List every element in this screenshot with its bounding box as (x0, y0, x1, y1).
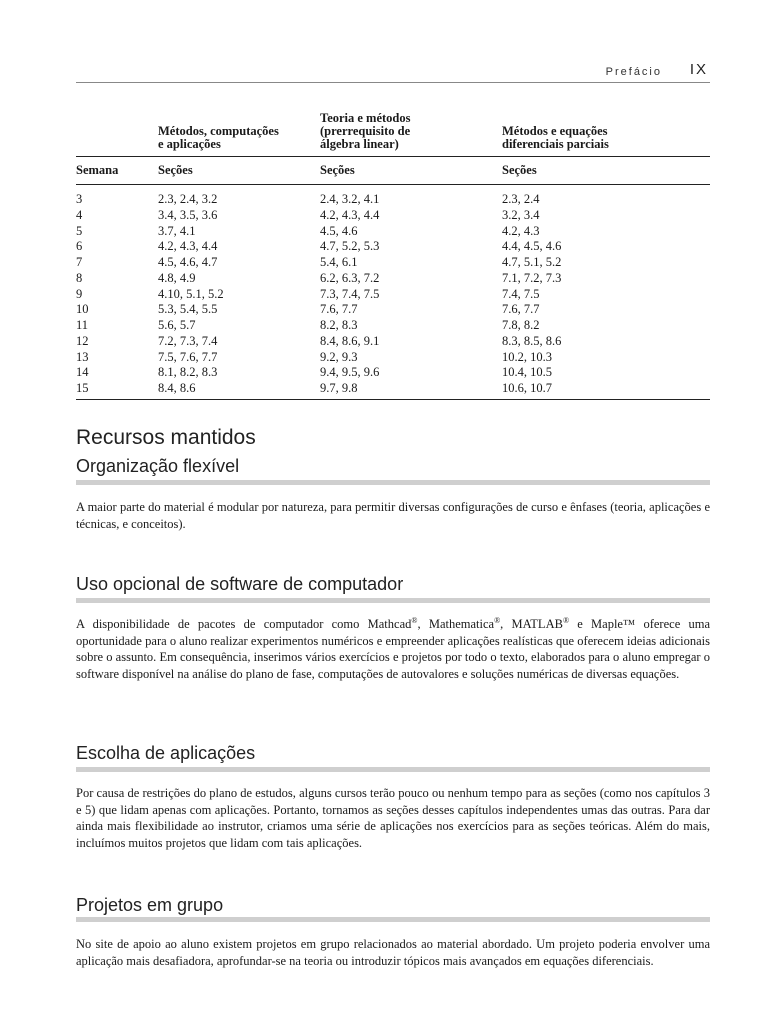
heading-rule (76, 480, 710, 485)
table-cell: 7.2, 7.3, 7.4 (158, 333, 218, 348)
table-row (76, 271, 710, 287)
table-cell: 4 (76, 207, 83, 222)
table-cell: 6 (76, 239, 83, 254)
table-cell: 2.3, 2.4, 3.2 (158, 192, 218, 206)
table-cell: 5.3, 5.4, 5.5 (158, 302, 218, 317)
schedule-table (76, 112, 710, 400)
table-row (76, 334, 710, 350)
table-cell: 9.7, 9.8 (320, 381, 502, 399)
table-cell: 7.6, 7.7 (502, 302, 540, 317)
table-cell: 3.4, 3.5, 3.6 (158, 207, 218, 222)
table-column-header: Seções (320, 157, 502, 185)
table-column-header-row (76, 157, 710, 185)
table-cell: 7.1, 7.2, 7.3 (502, 270, 562, 285)
table-row (76, 185, 710, 208)
table-group-header (76, 112, 158, 157)
table-cell: 11 (76, 318, 89, 332)
table-cell: 10 (76, 302, 89, 317)
table-cell: 2.4, 3.2, 4.1 (320, 192, 380, 206)
table-body (76, 185, 710, 400)
table-cell: 4.5, 4.6 (320, 223, 358, 238)
table-group-header: Métodos e equações diferenciais parciais (502, 112, 710, 157)
table-cell: 15 (76, 381, 158, 399)
table-cell: 10.6, 10.7 (502, 381, 710, 399)
table-cell: 14 (76, 365, 89, 380)
heading-escolha-aplicacoes: Escolha de aplicações (76, 743, 256, 763)
table-cell: 8.4, 8.6, 9.1 (320, 333, 380, 348)
heading-projetos-grupo: Projetos em grupo (76, 895, 224, 915)
table-cell: 4.2, 4.3, 4.4 (158, 239, 218, 254)
running-header (76, 60, 710, 82)
table-cell: 7.4, 7.5 (502, 286, 540, 301)
paragraph-organizacao-flexivel: A maior parte do material é modular por natureza, para permitir diversas configurações de curso e ênfases (teoria, aplicações e técnicas, e conceitos). (76, 500, 710, 531)
table-cell: 4.7, 5.1, 5.2 (502, 255, 562, 269)
table-cell: 9 (76, 286, 83, 301)
table-cell: 6.2, 6.3, 7.2 (320, 270, 380, 285)
table-cell: 4.8, 4.9 (158, 270, 196, 285)
table-row (76, 302, 710, 318)
table-cell: 13 (76, 349, 89, 364)
table-group-header: Teoria e métodos (prerrequisito de álgebra linear) (320, 112, 502, 157)
table-cell: 8.1, 8.2, 8.3 (158, 365, 218, 380)
table-cell: 4.5, 4.6, 4.7 (158, 255, 218, 269)
table-row (76, 350, 710, 366)
table-row (76, 381, 710, 399)
heading-rule (76, 767, 710, 772)
table-row (76, 365, 710, 381)
table-cell: 3.2, 3.4 (502, 207, 540, 222)
table-cell: 7.3, 7.4, 7.5 (320, 286, 380, 301)
table-cell: 8.4, 8.6 (158, 381, 320, 399)
page-number: IX (689, 61, 708, 78)
table-cell: 7.5, 7.6, 7.7 (158, 349, 218, 364)
paragraph-projetos-grupo: No site de apoio ao aluno existem projetos em grupo relacionados ao material abordado. Um projeto poderia envolver uma aplicação mais desafiadora, aprofundar-se na teoria ou introduzir tópicos mais avançados em equações diferenciais. (76, 937, 710, 968)
table-cell: 4.2, 4.3 (502, 223, 540, 238)
table-cell: 5.4, 6.1 (320, 255, 358, 269)
table-cell: 8 (76, 270, 83, 285)
table-cell: 9.2, 9.3 (320, 349, 358, 364)
table-cell: 8.3, 8.5, 8.6 (502, 333, 562, 348)
table-cell: 3 (76, 192, 83, 206)
table-row (76, 318, 710, 334)
table-cell: 7.8, 8.2 (502, 318, 540, 332)
header-title: Prefácio (605, 66, 662, 78)
table-cell: 3.7, 4.1 (158, 223, 196, 238)
table-row (76, 255, 710, 271)
table-column-header: Seções (502, 157, 710, 185)
heading-organizacao-flexivel: Organização flexível (76, 456, 240, 476)
table-row (76, 224, 710, 240)
table-cell: 7 (76, 255, 83, 269)
table-cell: 2.3, 2.4 (502, 192, 540, 206)
heading-rule (76, 598, 710, 603)
table-cell: 4.7, 5.2, 5.3 (320, 239, 380, 254)
table-cell: 4.2, 4.3, 4.4 (320, 207, 380, 222)
table-cell: 4.10, 5.1, 5.2 (158, 286, 224, 301)
table-cell: 8.2, 8.3 (320, 318, 358, 332)
table-cell: 5.6, 5.7 (158, 318, 196, 332)
table-cell: 5 (76, 223, 83, 238)
section-title: Recursos mantidos (76, 426, 256, 449)
table-column-header: Semana (76, 157, 158, 185)
table-cell: 12 (76, 333, 89, 348)
table-row (76, 208, 710, 224)
table-row (76, 287, 710, 303)
header-rule (76, 82, 710, 83)
paragraph-uso-opcional-software: A disponibilidade de pacotes de computador como Mathcad®, Mathematica®, MATLAB® e Maple™ oferece uma oportunidade para o aluno realizar experimentos numéricos e empreender aplicações realísticas que oferecem ideias adicionais sobre o assunto. Em consequência, inserimos vários exercícios e projetos por todo o texto, elaborados para o aluno empregar o software disponível na análise do plano de fase, computações de autovalores e soluções numéricas de diversas equações. (76, 615, 710, 681)
table-cell: 10.2, 10.3 (502, 349, 552, 364)
paragraph-escolha-aplicacoes: Por causa de restrições do plano de estudos, alguns cursos terão pouco ou nenhum tempo para as seções (como nos capítulos 3 e 5) que lidam apenas com aplicações. Portanto, tornamos as seções desses capítulos independentes umas das outras. Para dar ainda mais flexibilidade ao instrutor, criamos uma série de aplicações nos exercícios para as seções teóricas. Além do mais, incluímos muitos projetos que lidam com tais aplicações. (76, 786, 710, 850)
heading-uso-opcional-software: Uso opcional de software de computador (76, 574, 404, 594)
table-cell: 4.4, 4.5, 4.6 (502, 239, 562, 254)
table-cell: 10.4, 10.5 (502, 365, 552, 380)
table-group-header-row (76, 112, 710, 157)
table-group-header: Métodos, computações e aplicações (158, 112, 320, 157)
table-column-header: Seções (158, 157, 320, 185)
table-row (76, 239, 710, 255)
table-cell: 7.6, 7.7 (320, 302, 358, 317)
heading-rule (76, 917, 710, 922)
table-cell: 9.4, 9.5, 9.6 (320, 365, 380, 380)
